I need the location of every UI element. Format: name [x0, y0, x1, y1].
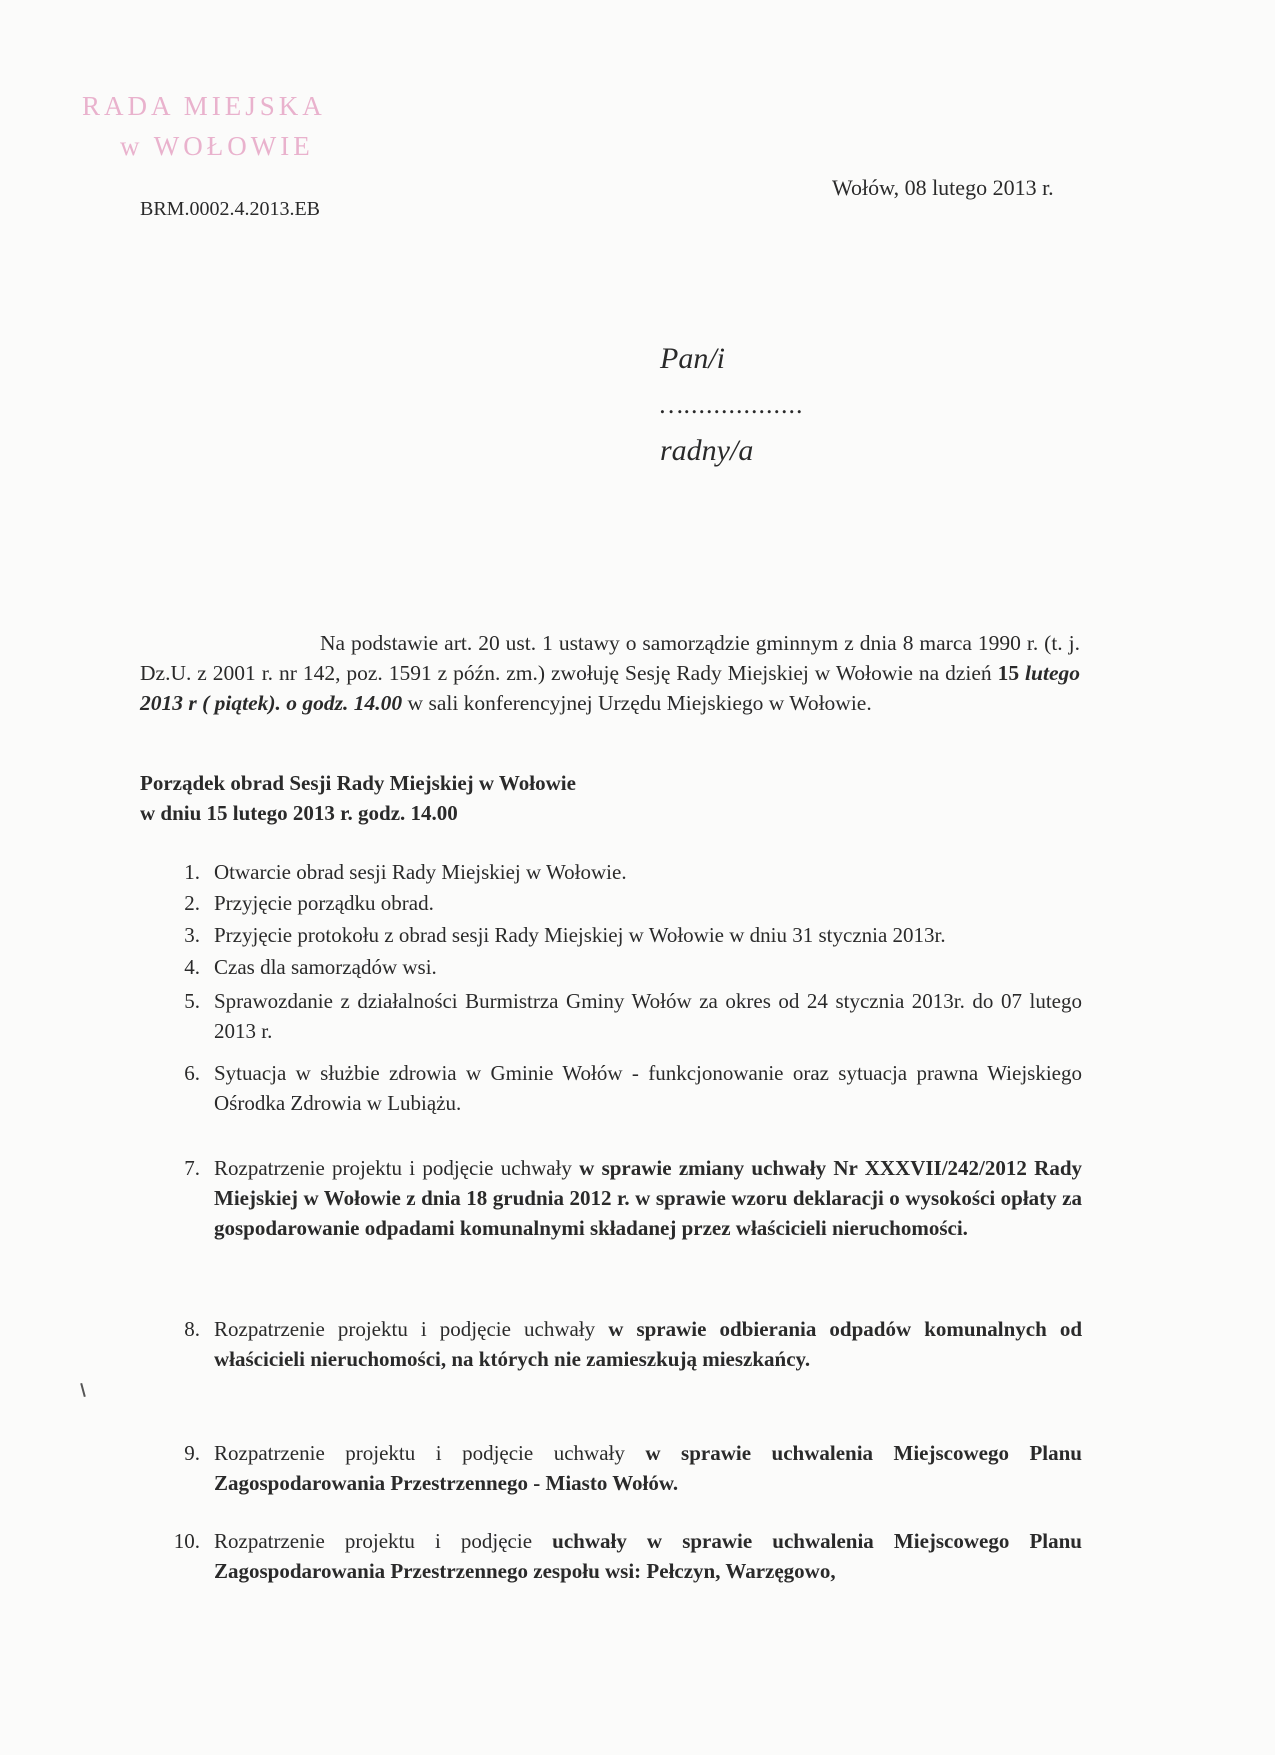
- addressee-block: [660, 336, 804, 474]
- agenda-item-text: Sytuacja w służbie zdrowia w Gminie Wołów - funkcjonowanie oraz sytuacja prawna Wiejskiego Ośrodka Zdrowia w Lubiążu.: [214, 1061, 1082, 1115]
- stamp-line-1: RADA MIEJSKA: [82, 91, 326, 121]
- agenda-item-number: 10.: [173, 1529, 200, 1553]
- scan-mark: [80, 1383, 86, 1397]
- stamp-line-2: w WOŁOWIE: [120, 131, 314, 161]
- addressee-title: Pan/i: [660, 342, 725, 375]
- intro-text-1: Na podstawie art. 20 ust. 1 ustawy o samorządzie gminnym z dnia 8 marca 1990 r. (t. j. Dz.U. z 2001 r. nr 142, poz. 1591 z późn. zm.) zwołuję Sesję Rady Miejskiej w Wołowie na dzień: [140, 631, 1080, 685]
- intro-paragraph: [140, 628, 1080, 718]
- agenda-item-text: [214, 1438, 1082, 1498]
- agenda-item-plain: Rozpatrzenie projektu i podjęcie uchwały: [214, 1441, 646, 1465]
- agenda-item-number: 3.: [184, 923, 200, 947]
- intro-date-rest: lutego 2013 r ( piątek). o godz. 14.00: [140, 661, 1080, 715]
- agenda-item-number: 7.: [184, 1156, 200, 1180]
- agenda-item-text: Przyjęcie porządku obrad.: [214, 891, 434, 915]
- agenda-item-bold: w sprawie zmiany uchwały Nr XXXVII/242/2012 Rady Miejskiej w Wołowie z dnia 18 grudnia 2012 r. w sprawie wzoru deklaracji o wysokości opłaty za gospodarowanie odpadami komunalnymi składanej przez właścicieli nieruchomości.: [214, 1156, 1082, 1240]
- agenda-item-text: Przyjęcie protokołu z obrad sesji Rady Miejskiej w Wołowie w dniu 31 stycznia 2013r.: [214, 923, 946, 947]
- intro-text-2: w sali konferencyjnej Urzędu Miejskiego w Wołowie.: [402, 691, 872, 715]
- agenda-item-text: [214, 1153, 1082, 1243]
- agenda-item-number: 4.: [184, 955, 200, 979]
- agenda-item-number: 1.: [184, 860, 200, 884]
- document-date: Wołów, 08 lutego 2013 r.: [832, 175, 1054, 200]
- agenda-item-plain: Rozpatrzenie projektu i podjęcie uchwały: [214, 1156, 580, 1180]
- agenda-item-text: [214, 1526, 1082, 1586]
- agenda-item-text: [214, 1314, 1082, 1374]
- agenda-item-text: Czas dla samorządów wsi.: [214, 955, 437, 979]
- agenda-item-plain: Rozpatrzenie projektu i podjęcie uchwały: [214, 1317, 609, 1341]
- reference-number: BRM.0002.4.2013.EB: [140, 198, 321, 220]
- council-stamp: [82, 86, 326, 166]
- agenda-item-text: Sprawozdanie z działalności Burmistrza Gminy Wołów za okres od 24 stycznia 2013r. do 07 lutego 2013 r.: [214, 989, 1082, 1043]
- agenda-item-number: 5.: [184, 989, 200, 1013]
- agenda-item-bold: w sprawie uchwalenia Miejscowego Planu Zagospodarowania Przestrzennego - Miasto Wołów.: [214, 1441, 1082, 1495]
- agenda-item-bold: w sprawie odbierania odpadów komunalnych od właścicieli nieruchomości, na których nie zamieszkują mieszkańcy.: [214, 1317, 1082, 1371]
- addressee-role: radny/a: [660, 434, 754, 467]
- agenda-item-plain: Rozpatrzenie projektu i podjęcie: [214, 1529, 553, 1553]
- agenda-item-number: 9.: [184, 1441, 200, 1465]
- agenda-title: [140, 768, 576, 828]
- agenda-item-number: 6.: [184, 1061, 200, 1085]
- agenda-item-number: 8.: [184, 1317, 200, 1341]
- agenda-item-bold: uchwały w sprawie uchwalenia Miejscowego Planu Zagospodarowania Przestrzennego zespołu wsi: Pełczyn, Warzęgowo,: [214, 1529, 1082, 1583]
- agenda-item-number: 2.: [184, 891, 200, 915]
- agenda-item-text: Otwarcie obrad sesji Rady Miejskiej w Wołowie.: [214, 860, 627, 884]
- agenda-title-line-2: w dniu 15 lutego 2013 r. godz. 14.00: [140, 801, 458, 825]
- agenda-title-line-1: Porządek obrad Sesji Rady Miejskiej w Wołowie: [140, 771, 576, 795]
- addressee-name-placeholder: …................: [660, 390, 805, 419]
- intro-date-day: 15: [997, 661, 1026, 685]
